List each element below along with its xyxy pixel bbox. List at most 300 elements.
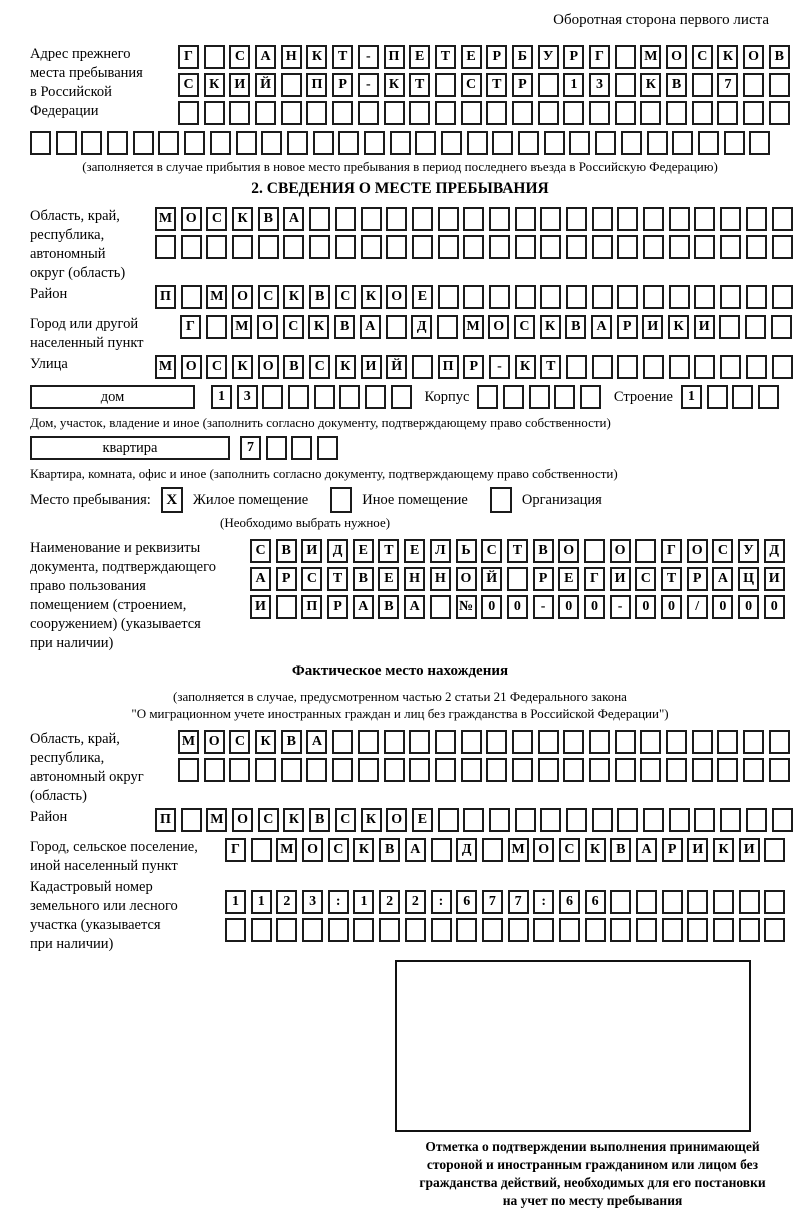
label-line: участка (указывается bbox=[30, 917, 161, 933]
char-cell bbox=[772, 808, 793, 832]
label-line: при наличии) bbox=[30, 635, 114, 651]
actual-district-block bbox=[30, 808, 795, 836]
region-label bbox=[30, 207, 155, 283]
char-cell bbox=[30, 131, 51, 155]
char-cell: М bbox=[206, 285, 227, 309]
char-cell: С bbox=[335, 285, 356, 309]
char-cell: 7 bbox=[717, 73, 738, 97]
char-cell bbox=[266, 436, 287, 460]
apartment-note: Квартира, комната, офис и иное (заполнить согласно документу, подтверждающему право собственности) bbox=[30, 466, 618, 481]
char-cell bbox=[772, 355, 793, 379]
char-cell bbox=[694, 808, 715, 832]
char-cell: 2 bbox=[405, 890, 426, 914]
char-cell bbox=[489, 235, 510, 259]
char-cell: Н bbox=[404, 567, 425, 591]
char-cell bbox=[364, 131, 385, 155]
confirmation-area bbox=[390, 960, 795, 1210]
char-cell bbox=[288, 385, 309, 409]
char-cell bbox=[764, 890, 785, 914]
label-line: документа, подтверждающего bbox=[30, 559, 216, 575]
char-cell bbox=[482, 838, 503, 862]
char-cell: Г bbox=[584, 567, 605, 591]
char-cell bbox=[309, 207, 330, 231]
prev-address-row-3 bbox=[178, 101, 795, 125]
char-cell bbox=[306, 101, 327, 125]
char-cell: 0 bbox=[481, 595, 502, 619]
char-cell bbox=[717, 730, 738, 754]
house-block bbox=[30, 385, 795, 413]
char-cell bbox=[463, 235, 484, 259]
char-cell bbox=[694, 235, 715, 259]
char-cell bbox=[540, 235, 561, 259]
char-cell: Т bbox=[435, 45, 456, 69]
char-cell: К bbox=[232, 355, 253, 379]
ownership-document-row-1 bbox=[250, 539, 789, 563]
char-cell bbox=[719, 315, 740, 339]
label-line: помещением (строением, bbox=[30, 597, 187, 613]
char-cell bbox=[538, 101, 559, 125]
char-cell: С bbox=[461, 73, 482, 97]
char-cell: Б bbox=[512, 45, 533, 69]
char-cell bbox=[438, 207, 459, 231]
char-cell bbox=[538, 730, 559, 754]
char-cell: М bbox=[276, 838, 297, 862]
stay-place-type-block bbox=[30, 487, 795, 513]
char-cell bbox=[435, 758, 456, 782]
char-cell: В bbox=[281, 730, 302, 754]
char-cell: А bbox=[405, 838, 426, 862]
char-cell bbox=[335, 235, 356, 259]
char-cell: Т bbox=[507, 539, 528, 563]
char-cell: С bbox=[229, 730, 250, 754]
char-cell bbox=[529, 385, 550, 409]
char-cell: Р bbox=[662, 838, 683, 862]
char-cell: Н bbox=[430, 567, 451, 591]
char-cell: Е bbox=[412, 285, 433, 309]
char-cell: Е bbox=[378, 567, 399, 591]
cadastral-block bbox=[30, 878, 795, 954]
char-cell: И bbox=[642, 315, 663, 339]
char-cell: 1 bbox=[225, 890, 246, 914]
char-cell: К bbox=[361, 808, 382, 832]
char-cell bbox=[353, 918, 374, 942]
residential-label: Жилое помещение bbox=[192, 491, 309, 508]
char-cell: И bbox=[361, 355, 382, 379]
char-cell: 2 bbox=[379, 890, 400, 914]
char-cell bbox=[746, 285, 767, 309]
char-cell: В bbox=[353, 567, 374, 591]
char-cell bbox=[412, 207, 433, 231]
char-cell: Г bbox=[178, 45, 199, 69]
actual-city-block bbox=[30, 838, 795, 876]
char-cell bbox=[302, 918, 323, 942]
char-cell bbox=[672, 131, 693, 155]
char-cell bbox=[251, 838, 272, 862]
char-cell bbox=[617, 207, 638, 231]
district-block bbox=[30, 285, 795, 313]
char-cell: У bbox=[738, 539, 759, 563]
char-cell bbox=[512, 730, 533, 754]
char-cell bbox=[365, 385, 386, 409]
char-cell bbox=[379, 918, 400, 942]
char-cell bbox=[739, 918, 760, 942]
char-cell bbox=[386, 315, 407, 339]
char-cell bbox=[720, 355, 741, 379]
char-cell bbox=[489, 285, 510, 309]
char-cell: 7 bbox=[240, 436, 261, 460]
char-cell: И bbox=[739, 838, 760, 862]
char-cell bbox=[328, 918, 349, 942]
char-cell: К bbox=[283, 285, 304, 309]
char-cell: О bbox=[386, 285, 407, 309]
char-cell: П bbox=[155, 808, 176, 832]
char-cell: Н bbox=[281, 45, 302, 69]
char-cell: В bbox=[283, 355, 304, 379]
stay-place-note: (Необходимо выбрать нужное) bbox=[220, 515, 391, 530]
region-row-2 bbox=[155, 235, 797, 259]
actual-region-label bbox=[30, 730, 178, 806]
char-cell bbox=[692, 730, 713, 754]
char-cell bbox=[694, 355, 715, 379]
char-cell: Т bbox=[409, 73, 430, 97]
char-cell: С bbox=[258, 285, 279, 309]
char-cell: К bbox=[361, 285, 382, 309]
label-line: Область, край, bbox=[30, 731, 120, 747]
char-cell: М bbox=[155, 207, 176, 231]
house-type-box: дом bbox=[30, 385, 195, 409]
char-cell: Т bbox=[540, 355, 561, 379]
char-cell bbox=[261, 131, 282, 155]
char-cell: О bbox=[558, 539, 579, 563]
actual-city-label bbox=[30, 838, 225, 876]
char-cell bbox=[332, 758, 353, 782]
char-cell: В bbox=[309, 808, 330, 832]
char-cell: П bbox=[438, 355, 459, 379]
city-row bbox=[180, 315, 797, 339]
char-cell bbox=[314, 385, 335, 409]
char-cell bbox=[643, 808, 664, 832]
char-cell: В bbox=[309, 285, 330, 309]
actual-district-label: Район bbox=[30, 809, 68, 825]
label-line: иной населенный пункт bbox=[30, 858, 178, 874]
char-cell bbox=[749, 131, 770, 155]
char-cell bbox=[717, 101, 738, 125]
char-cell bbox=[720, 285, 741, 309]
char-cell bbox=[415, 131, 436, 155]
char-cell bbox=[669, 808, 690, 832]
char-cell bbox=[769, 101, 790, 125]
char-cell: С bbox=[229, 45, 250, 69]
char-cell: С bbox=[481, 539, 502, 563]
prev-address-note: (заполняется в случае прибытия в новое место пребывания в период последнего въезда в Российскую Федерацию) bbox=[82, 159, 718, 174]
char-cell: Е bbox=[353, 539, 374, 563]
char-cell: О bbox=[257, 315, 278, 339]
char-cell bbox=[486, 730, 507, 754]
char-cell bbox=[507, 567, 528, 591]
char-cell: А bbox=[712, 567, 733, 591]
char-cell bbox=[437, 315, 458, 339]
char-cell bbox=[772, 207, 793, 231]
char-cell bbox=[482, 918, 503, 942]
char-cell: 3 bbox=[589, 73, 610, 97]
char-cell bbox=[276, 595, 297, 619]
char-cell: - bbox=[358, 73, 379, 97]
label-line: гражданства действий, необходимых для его постановки bbox=[419, 1175, 766, 1190]
apartment-type-box: квартира bbox=[30, 436, 230, 460]
char-cell bbox=[361, 235, 382, 259]
char-cell bbox=[291, 436, 312, 460]
label-line: (область) bbox=[30, 788, 87, 804]
char-cell bbox=[592, 808, 613, 832]
char-cell: П bbox=[306, 73, 327, 97]
char-cell: О bbox=[386, 808, 407, 832]
cadastral-row-2 bbox=[225, 918, 790, 942]
char-cell: 7 bbox=[482, 890, 503, 914]
char-cell: С bbox=[635, 567, 656, 591]
char-cell bbox=[489, 808, 510, 832]
char-cell bbox=[746, 808, 767, 832]
label-line: округ (область) bbox=[30, 265, 126, 281]
char-cell: О bbox=[456, 567, 477, 591]
char-cell bbox=[554, 385, 575, 409]
char-cell: 1 bbox=[681, 385, 702, 409]
char-cell bbox=[540, 808, 561, 832]
char-cell: У bbox=[538, 45, 559, 69]
char-cell bbox=[181, 808, 202, 832]
char-cell: А bbox=[360, 315, 381, 339]
char-cell: М bbox=[231, 315, 252, 339]
char-cell bbox=[463, 285, 484, 309]
char-cell: Г bbox=[661, 539, 682, 563]
cadastral-label bbox=[30, 878, 225, 954]
confirmation-stamp-box bbox=[395, 960, 751, 1132]
char-cell bbox=[515, 808, 536, 832]
label-line: республика, bbox=[30, 227, 105, 243]
char-cell: 6 bbox=[456, 890, 477, 914]
char-cell bbox=[338, 131, 359, 155]
char-cell: Р bbox=[332, 73, 353, 97]
char-cell bbox=[438, 285, 459, 309]
char-cell bbox=[489, 207, 510, 231]
char-cell bbox=[335, 207, 356, 231]
char-cell bbox=[621, 131, 642, 155]
char-cell: В bbox=[533, 539, 554, 563]
char-cell bbox=[610, 918, 631, 942]
char-cell bbox=[515, 207, 536, 231]
char-cell: 0 bbox=[738, 595, 759, 619]
char-cell bbox=[769, 758, 790, 782]
char-cell bbox=[412, 235, 433, 259]
char-cell bbox=[692, 73, 713, 97]
char-cell: Р bbox=[276, 567, 297, 591]
char-cell: 3 bbox=[237, 385, 258, 409]
char-cell bbox=[518, 131, 539, 155]
char-cell: С bbox=[712, 539, 733, 563]
char-cell bbox=[720, 235, 741, 259]
ownership-document-row-3 bbox=[250, 595, 789, 619]
char-cell: А bbox=[250, 567, 271, 591]
char-cell: Д bbox=[411, 315, 432, 339]
actual-city-row bbox=[225, 838, 790, 862]
organization-label: Организация bbox=[521, 491, 602, 508]
char-cell: А bbox=[591, 315, 612, 339]
char-cell bbox=[636, 890, 657, 914]
char-cell: В bbox=[769, 45, 790, 69]
char-cell: Е bbox=[461, 45, 482, 69]
char-cell bbox=[178, 101, 199, 125]
char-cell bbox=[206, 235, 227, 259]
char-cell bbox=[585, 918, 606, 942]
street-block bbox=[30, 355, 795, 383]
char-cell: Р bbox=[687, 567, 708, 591]
char-cell: 0 bbox=[635, 595, 656, 619]
char-cell bbox=[698, 131, 719, 155]
char-cell: К bbox=[384, 73, 405, 97]
char-cell: / bbox=[687, 595, 708, 619]
char-cell bbox=[669, 207, 690, 231]
char-cell bbox=[772, 235, 793, 259]
char-cell bbox=[640, 730, 661, 754]
char-cell: И bbox=[250, 595, 271, 619]
label-line: стороной и иностранным гражданином или лицом без bbox=[426, 1157, 759, 1172]
char-cell: 0 bbox=[558, 595, 579, 619]
label-line: места пребывания bbox=[30, 65, 143, 81]
char-cell: 6 bbox=[585, 890, 606, 914]
char-cell bbox=[592, 285, 613, 309]
char-cell bbox=[232, 235, 253, 259]
char-cell bbox=[255, 758, 276, 782]
char-cell bbox=[694, 285, 715, 309]
char-cell bbox=[566, 808, 587, 832]
char-cell bbox=[617, 285, 638, 309]
char-cell bbox=[283, 235, 304, 259]
char-cell bbox=[515, 285, 536, 309]
char-cell: С bbox=[206, 207, 227, 231]
char-cell bbox=[692, 758, 713, 782]
char-cell: И bbox=[229, 73, 250, 97]
char-cell bbox=[438, 808, 459, 832]
char-cell: Е bbox=[404, 539, 425, 563]
char-cell bbox=[463, 808, 484, 832]
char-cell bbox=[669, 285, 690, 309]
house-number-cells bbox=[211, 385, 417, 409]
char-cell bbox=[538, 73, 559, 97]
char-cell: Д bbox=[764, 539, 785, 563]
char-cell bbox=[707, 385, 728, 409]
label-line: (заполняется в случае, предусмотренном частью 2 статьи 21 Федерального закона bbox=[173, 689, 627, 704]
char-cell: К bbox=[640, 73, 661, 97]
char-cell bbox=[332, 730, 353, 754]
char-cell: А bbox=[636, 838, 657, 862]
char-cell bbox=[743, 758, 764, 782]
char-cell: 0 bbox=[661, 595, 682, 619]
char-cell bbox=[251, 918, 272, 942]
char-cell bbox=[155, 235, 176, 259]
char-cell bbox=[615, 45, 636, 69]
char-cell bbox=[409, 730, 430, 754]
char-cell bbox=[687, 890, 708, 914]
label-line: Адрес прежнего bbox=[30, 46, 131, 62]
ownership-document-row-2 bbox=[250, 567, 789, 591]
label-line: Наименование и реквизиты bbox=[30, 540, 201, 556]
char-cell bbox=[386, 235, 407, 259]
char-cell bbox=[210, 131, 231, 155]
district-row bbox=[155, 285, 797, 309]
char-cell: 2 bbox=[276, 890, 297, 914]
char-cell: В bbox=[276, 539, 297, 563]
char-cell: Р bbox=[563, 45, 584, 69]
char-cell bbox=[486, 101, 507, 125]
char-cell bbox=[386, 207, 407, 231]
char-cell bbox=[515, 235, 536, 259]
prev-address-label bbox=[30, 45, 178, 121]
stay-place-label: Место пребывания: bbox=[30, 491, 151, 508]
char-cell bbox=[743, 73, 764, 97]
char-cell bbox=[713, 890, 734, 914]
char-cell bbox=[610, 890, 631, 914]
char-cell bbox=[771, 315, 792, 339]
char-cell bbox=[56, 131, 77, 155]
char-cell: Г bbox=[180, 315, 201, 339]
char-cell bbox=[178, 758, 199, 782]
char-cell: М bbox=[178, 730, 199, 754]
char-cell bbox=[592, 235, 613, 259]
char-cell bbox=[412, 355, 433, 379]
char-cell: Е bbox=[558, 567, 579, 591]
char-cell: С bbox=[559, 838, 580, 862]
char-cell: Р bbox=[617, 315, 638, 339]
char-cell bbox=[636, 918, 657, 942]
char-cell bbox=[617, 235, 638, 259]
stroenie-cells bbox=[681, 385, 784, 409]
char-cell: М bbox=[206, 808, 227, 832]
char-cell: С bbox=[335, 808, 356, 832]
char-cell: К bbox=[232, 207, 253, 231]
ownership-document-label bbox=[30, 539, 250, 653]
char-cell bbox=[643, 285, 664, 309]
char-cell bbox=[225, 918, 246, 942]
char-cell bbox=[503, 385, 524, 409]
char-cell bbox=[647, 131, 668, 155]
char-cell: В bbox=[378, 595, 399, 619]
char-cell: Й bbox=[255, 73, 276, 97]
char-cell bbox=[745, 315, 766, 339]
char-cell bbox=[438, 235, 459, 259]
prev-address-block bbox=[30, 45, 795, 129]
char-cell: И bbox=[687, 838, 708, 862]
label-line: автономный округ bbox=[30, 769, 144, 785]
char-cell bbox=[743, 730, 764, 754]
label-line: в Российской bbox=[30, 84, 112, 100]
label-line: земельного или лесного bbox=[30, 898, 178, 914]
char-cell bbox=[158, 131, 179, 155]
char-cell bbox=[662, 890, 683, 914]
label-line: право пользования bbox=[30, 578, 146, 594]
char-cell bbox=[181, 285, 202, 309]
char-cell bbox=[720, 207, 741, 231]
char-cell bbox=[107, 131, 128, 155]
char-cell bbox=[492, 131, 513, 155]
char-cell bbox=[694, 207, 715, 231]
actual-region-row-1 bbox=[178, 730, 795, 754]
label-line: "О миграционном учете иностранных граждан и лиц без гражданства в Российской Федерации") bbox=[131, 706, 669, 721]
char-cell bbox=[669, 355, 690, 379]
char-cell bbox=[592, 207, 613, 231]
char-cell bbox=[306, 758, 327, 782]
actual-location-title: Фактическое место нахождения bbox=[291, 663, 509, 679]
char-cell bbox=[255, 101, 276, 125]
char-cell bbox=[287, 131, 308, 155]
